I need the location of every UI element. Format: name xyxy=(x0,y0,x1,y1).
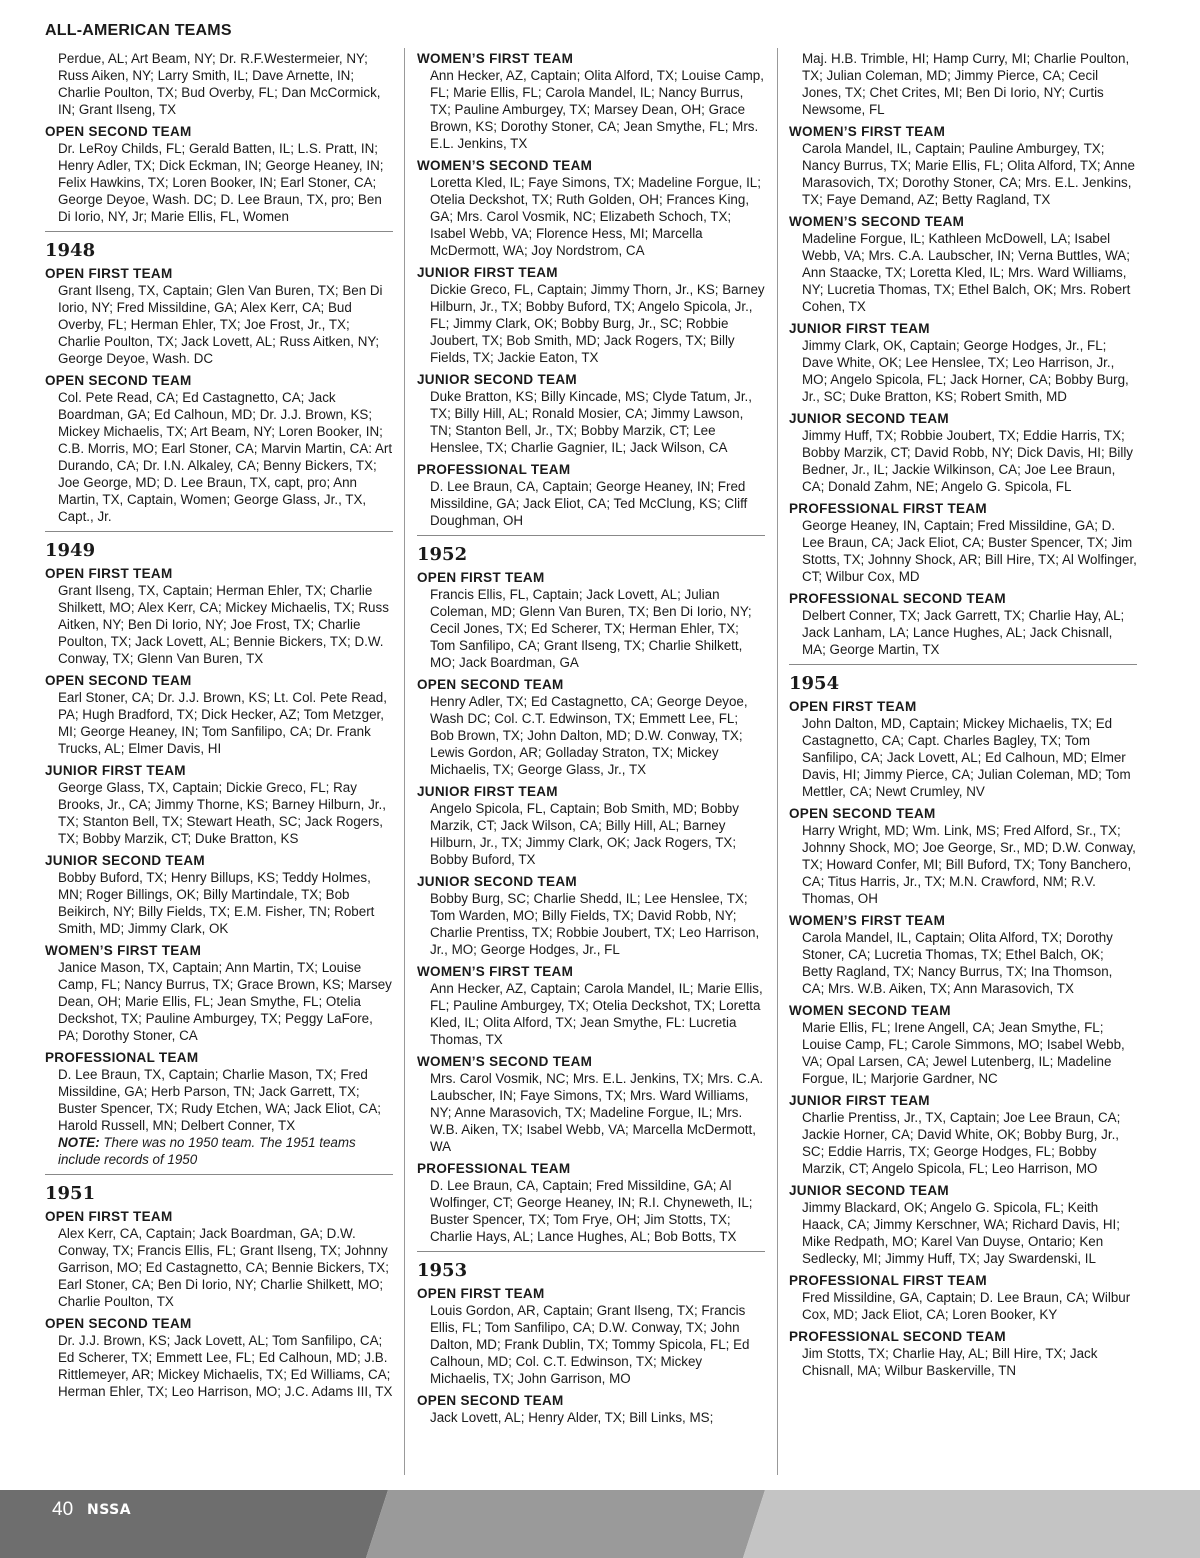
team-section xyxy=(45,672,393,757)
team-section xyxy=(789,1002,1137,1087)
note xyxy=(45,1134,393,1168)
team-heading: OPEN SECOND TEAM xyxy=(417,677,564,692)
footer-brand: NSSA xyxy=(87,1502,132,1518)
team-section xyxy=(417,1160,765,1245)
team-section xyxy=(789,1272,1137,1323)
team-roster: Henry Adler, TX; Ed Castagnetto, CA; George Deyoe, Wash DC; Col. C.T. Edwinson, TX; Emmett Lee, FL; Bob Brown, TX; John Dalton, MD; D.W. Conway, TX; Lewis Gordon, AR; Golladay Straton, TX; Mickey Michaelis, TX; George Glass, Jr., TX xyxy=(430,694,748,777)
note-label: NOTE: xyxy=(58,1135,100,1150)
team-roster: Harry Wright, MD; Wm. Link, MS; Fred Alford, Sr., TX; Johnny Shock, MO; Joe George, Sr., MD; D.W. Conway, TX; Howard Confer, MI; Bill Buford, TX; Tony Banchero, CA; Titus Harris, Jr., TX; M.N. Crawford, NM; R.V. Thomas, OH xyxy=(802,823,1136,906)
team-heading: WOMEN’S FIRST TEAM xyxy=(789,913,946,928)
page-number: 40 xyxy=(52,1499,74,1520)
team-section xyxy=(417,569,765,671)
team-roster: Carola Mandel, IL, Captain; Pauline Amburgey, TX; Nancy Burrus, TX; Marie Ellis, FL; Olita Alford, TX; Anne Marasovich, TX; Dorothy Stoner, CA; Mrs. E.L. Jenkins, TX; Faye Demand, AZ; Betty Ragland, TX xyxy=(802,141,1135,207)
team-heading: OPEN FIRST TEAM xyxy=(45,266,173,281)
team-heading: OPEN FIRST TEAM xyxy=(417,1286,545,1301)
team-heading: JUNIOR SECOND TEAM xyxy=(417,874,577,889)
team-roster: Louis Gordon, AR, Captain; Grant Ilseng, TX; Francis Ellis, FL; Tom Sanfilipo, CA; D.W. Conway, TX; John Dalton, MD; Frank Dublin, TX; Tommy Spicola, FL; Ed Calhoun, MD; Col. C.T. Edwinson, TX; Mickey Michaelis, TX; John Garrison, MO xyxy=(430,1303,750,1386)
team-roster: Fred Missildine, GA, Captain; D. Lee Braun, CA; Wilbur Cox, MD; Jack Eliot, CA; Loren Booker, KY xyxy=(802,1290,1131,1322)
column-3 xyxy=(789,50,1137,1384)
team-roster: Duke Bratton, KS; Billy Kincade, MS; Clyde Tatum, Jr., TX; Billy Hill, AL; Ronald Mosier, CA; Jimmy Lawson, TN; Stanton Bell, Jr., TX; Bobby Marzik, CT; Lee Henslee, TX; Charlie Gagnier, IL; Jack Wilson, CA xyxy=(430,389,753,455)
team-heading: WOMEN’S SECOND TEAM xyxy=(417,158,593,173)
team-roster: Grant Ilseng, TX, Captain; Herman Ehler, TX; Charlie Shilkett, MO; Alex Kerr, CA; Mickey Michaelis, TX; Russ Aitken, NY; Ben Di Iorio, NY; Joe Frost, TX; Charlie Poulton, TX; Jack Lovett, AL; Bennie Bickers, TX; D.W. Conway, TX; Glenn Van Buren, TX xyxy=(58,583,389,666)
team-roster: John Dalton, MD, Captain; Mickey Michaelis, TX; Ed Castagnetto, CA; Capt. Charles Bagley, TX; Tom Sanfilipo, CA; Jack Lovett, AL; Ed Calhoun, MD; Elmer Davis, HI; Jimmy Pierce, CA; Julian Coleman, MD; Tom Mettler, CA; Newt Crumley, NV xyxy=(802,716,1131,799)
team-heading: WOMEN’S SECOND TEAM xyxy=(417,1054,593,1069)
team-section xyxy=(789,912,1137,997)
team-section xyxy=(417,264,765,366)
team-heading: OPEN FIRST TEAM xyxy=(45,1209,173,1224)
team-section xyxy=(417,873,765,958)
team-roster: Carola Mandel, IL, Captain; Olita Alford, TX; Dorothy Stoner, CA; Lucretia Thomas, TX; Ethel Balch, OK; Betty Ragland, TX; Nancy Burrus, TX; Ina Thomson, CA; Mrs. W.B. Aiken, TX; Ann Marasovich, TX xyxy=(802,930,1113,996)
year-heading: 1948 xyxy=(45,231,393,261)
team-roster: Alex Kerr, CA, Captain; Jack Boardman, GA; D.W. Conway, TX; Francis Ellis, FL; Grant Ilseng, TX; Johnny Garrison, MO; Ed Castagnetto, CA; Bennie Bickers, TX; Earl Stoner, CA; Ben Di Iorio, NY; Charlie Shilkett, MO; Charlie Poulton, TX xyxy=(58,1226,389,1309)
team-roster: Jimmy Huff, TX; Robbie Joubert, TX; Eddie Harris, TX; Bobby Marzik, CT; David Robb, NY; Dick Davis, HI; Billy Bedner, Jr., IL; Jackie Wilkinson, CA; Joe Lee Braun, CA; Donald Zahm, NE; Angelo G. Spicola, FL xyxy=(802,428,1134,494)
team-roster: Madeline Forgue, IL; Kathleen McDowell, LA; Isabel Webb, VA; Mrs. C.A. Laubscher, IN; Verna Buttles, WA; Ann Staacke, TX; Loretta Kled, IL; Mrs. Ward Williams, NY; Lucretia Thomas, TX; Ethel Balch, OK; Mrs. Robert Cohen, TX xyxy=(802,231,1131,314)
team-section xyxy=(417,371,765,456)
team-heading: JUNIOR SECOND TEAM xyxy=(789,1183,949,1198)
team-heading: JUNIOR SECOND TEAM xyxy=(417,372,577,387)
team-section xyxy=(789,805,1137,907)
team-section xyxy=(789,1092,1137,1177)
team-heading: WOMEN’S FIRST TEAM xyxy=(45,943,202,958)
team-section xyxy=(789,1182,1137,1267)
team-section xyxy=(417,1053,765,1155)
team-roster: Col. Pete Read, CA; Ed Castagnetto, CA; Jack Boardman, GA; Ed Calhoun, MD; Dr. J.J. Brown, KS; Mickey Michaelis, TX; Art Beam, NY; Loren Booker, IN; C.B. Morris, MO; Earl Stoner, CA; Marvin Martin, CA: Art Durando, CA; Dr. I.N. Alkaley, CA; Benny Bickers, TX; Joe George, MD; D. Lee Braun, TX, capt, pro; Ann Martin, TX, Captain, Women; George Glass, Jr., TX, Capt., Jr. xyxy=(58,390,393,524)
team-heading: OPEN FIRST TEAM xyxy=(45,566,173,581)
team-roster: Dr. LeRoy Childs, FL; Gerald Batten, IL; L.S. Pratt, IN; Henry Adler, TX; Dick Eckman, IN; George Heaney, IN; Felix Hawkins, TX; Loren Booker, IN; Earl Stoner, CA; George Deyoe, Wash. DC; D. Lee Braun, TX, pro; Ben Di Iorio, NY, Jr; Marie Ellis, FL, Women xyxy=(58,141,384,224)
year-heading: 1952 xyxy=(417,535,765,565)
team-heading: PROFESSIONAL TEAM xyxy=(417,1161,571,1176)
page-title: ALL-AMERICAN TEAMS xyxy=(45,22,232,39)
team-heading: OPEN SECOND TEAM xyxy=(45,673,192,688)
team-section xyxy=(45,852,393,937)
column-2 xyxy=(417,50,765,1431)
team-section xyxy=(789,698,1137,800)
team-roster: George Heaney, IN, Captain; Fred Missildine, GA; D. Lee Braun, CA; Jack Eliot, CA; Buster Spencer, TX; Jim Stotts, TX; Johnny Shock, AR; Bill Hire, TX; Al Wolfinger, CT; Wilbur Cox, MD xyxy=(802,518,1137,584)
team-heading: OPEN FIRST TEAM xyxy=(417,570,545,585)
team-roster: Jim Stotts, TX; Charlie Hay, AL; Bill Hire, TX; Jack Chisnall, MA; Wilbur Baskerville, TN xyxy=(802,1346,1098,1378)
team-roster: Ann Hecker, AZ, Captain; Olita Alford, TX; Louise Camp, FL; Marie Ellis, FL; Carola Mandel, IL; Nancy Burrus, TX; Pauline Amburgey, TX; Marsey Dean, OH; Grace Brown, KS; Dorothy Stoner, CA; Jean Smythe, FL; Mrs. E.L. Jenkins, TX xyxy=(430,68,764,151)
team-section xyxy=(417,157,765,259)
team-roster: Mrs. Carol Vosmik, NC; Mrs. E.L. Jenkins, TX; Mrs. C.A. Laubscher, IN; Faye Simons, TX; Mrs. Ward Williams, NY; Anne Marasovich, TX; Madeline Forgue, IL; Mrs. W.B. Aiken, TX; Isabel Webb, VA; Marcella McDermott, WA xyxy=(430,1071,764,1154)
team-roster: Jack Lovett, AL; Henry Alder, TX; Bill Links, MS; xyxy=(430,1410,714,1425)
team-section xyxy=(45,762,393,847)
team-section xyxy=(45,1315,393,1400)
team-section xyxy=(45,942,393,1044)
team-roster: Loretta Kled, IL; Faye Simons, TX; Madeline Forgue, IL; Otelia Deckshot, TX; Ruth Golden, OH; Frances King, GA; Mrs. Carol Vosmik, NC; Elizabeth Schoch, TX; Isabel Webb, VA; Florence Hess, MI; Marcella McDermott, WA; Joy Nordstrom, CA xyxy=(430,175,761,258)
team-roster: Earl Stoner, CA; Dr. J.J. Brown, KS; Lt. Col. Pete Read, PA; Hugh Bradford, TX; Dick Hecker, AZ; Tom Metzger, MI; George Heaney, IN; Tom Sanfilipo, CA; Dr. Frank Trucks, AL; Elmer Davis, HI xyxy=(58,690,387,756)
team-heading: JUNIOR FIRST TEAM xyxy=(45,763,186,778)
team-roster: D. Lee Braun, TX, Captain; Charlie Mason, TX; Fred Missildine, GA; Herb Parson, TN; Jack Garrett, TX; Buster Spencer, TX; Rudy Etchen, WA; Jack Eliot, CA; Harold Russell, MN; Delbert Conner, TX xyxy=(58,1067,381,1133)
team-roster: Bobby Buford, TX; Henry Billups, KS; Teddy Holmes, MN; Roger Billings, OK; Billy Martindale, TX; Bob Beikirch, NY; Billy Fields, TX; E.M. Fisher, TN; Robert Smith, MD; Jimmy Clark, OK xyxy=(58,870,375,936)
team-heading: WOMEN’S FIRST TEAM xyxy=(789,124,946,139)
team-heading: OPEN SECOND TEAM xyxy=(789,806,936,821)
team-section xyxy=(45,372,393,525)
team-section xyxy=(789,590,1137,658)
team-roster: Francis Ellis, FL, Captain; Jack Lovett, AL; Julian Coleman, MD; Glenn Van Buren, TX; Ben Di Iorio, NY; Cecil Jones, TX; Ed Scherer, TX; Herman Ehler, TX; Tom Sanfilipo, CA; Grant Ilseng, TX; Charlie Shilkett, MO; Jack Boardman, GA xyxy=(430,587,752,670)
team-heading: PROFESSIONAL TEAM xyxy=(417,462,571,477)
column-divider xyxy=(404,48,405,1475)
team-section xyxy=(45,265,393,367)
team-heading: OPEN SECOND TEAM xyxy=(45,1316,192,1331)
team-roster: Jimmy Clark, OK, Captain; George Hodges, Jr., FL; Dave White, OK; Lee Henslee, TX; Leo Harrison, Jr., MO; Angelo Spicola, FL; Jack Horner, CA; Bobby Burg, Jr., SC; Duke Bratton, KS; Robert Smith, MD xyxy=(802,338,1129,404)
team-heading: WOMEN’S FIRST TEAM xyxy=(417,51,574,66)
team-section xyxy=(45,1208,393,1310)
team-heading: JUNIOR SECOND TEAM xyxy=(789,411,949,426)
team-section xyxy=(417,1392,765,1426)
team-roster: Grant Ilseng, TX, Captain; Glen Van Buren, TX; Ben Di Iorio, NY; Fred Missildine, GA; Alex Kerr, CA; Bud Overby, FL; Herman Ehler, TX; Joe Frost, Jr., TX; Charlie Poulton, TX; Jack Lovett, AL; Russ Aitken, NY; George Deyoe, Wash. DC xyxy=(58,283,383,366)
team-section xyxy=(417,50,765,152)
team-roster: George Glass, TX, Captain; Dickie Greco, FL; Ray Brooks, Jr., CA; Jimmy Thorne, KS; Barney Hilburn, Jr., TX; Stanton Bell, TX; Stewart Heath, SC; Jack Rogers, TX; Bobby Marzik, CT; Duke Bratton, KS xyxy=(58,780,386,846)
team-section xyxy=(789,213,1137,315)
team-roster: Perdue, AL; Art Beam, NY; Dr. R.F.Westermeier, NY; Russ Aiken, NY; Larry Smith, IL; Dave Arnette, IN; Charlie Poulton, TX; Bud Overby, FL; Dan McCormick, IN; Grant Ilseng, TX xyxy=(58,51,381,117)
year-heading: 1954 xyxy=(789,664,1137,694)
team-heading: PROFESSIONAL TEAM xyxy=(45,1050,199,1065)
team-heading: PROFESSIONAL FIRST TEAM xyxy=(789,501,987,516)
team-section xyxy=(789,500,1137,585)
team-roster: Janice Mason, TX, Captain; Ann Martin, TX; Louise Camp, FL; Nancy Burrus, TX; Grace Brown, KS; Marsey Dean, OH; Marie Ellis, FL; Jean Smythe, FL; Otelia Deckshot, TX; Pauline Amburgey, TX; Peggy LaFore, PA; Dorothy Stoner, CA xyxy=(58,960,392,1043)
team-roster: Jimmy Blackard, OK; Angelo G. Spicola, FL; Keith Haack, CA; Jimmy Kerschner, WA; Richard Davis, HI; Mike Redpath, MO; Karel Van Duyse, Ontario; Ken Sedlecky, MI; Jimmy Huff, TX; Jay Swardenski, IL xyxy=(802,1200,1120,1266)
team-section xyxy=(417,1285,765,1387)
team-heading: OPEN FIRST TEAM xyxy=(789,699,917,714)
team-heading: WOMEN SECOND TEAM xyxy=(789,1003,951,1018)
team-heading: JUNIOR FIRST TEAM xyxy=(417,784,558,799)
column-divider xyxy=(777,48,778,1475)
team-section xyxy=(417,963,765,1048)
footer-band xyxy=(0,1490,1200,1558)
team-roster: Marie Ellis, FL; Irene Angell, CA; Jean Smythe, FL; Louise Camp, FL; Carole Simmons, MO; Isabel Webb, VA; Opal Larsen, CA; Jewel Lutenberg, IL; Madeline Forgue, IL; Marjorie Gardner, NC xyxy=(802,1020,1125,1086)
team-section xyxy=(45,1049,393,1168)
team-heading: PROFESSIONAL SECOND TEAM xyxy=(789,1329,1006,1344)
team-roster: Delbert Conner, TX; Jack Garrett, TX; Charlie Hay, AL; Jack Lanham, LA; Lance Hughes, AL; Jack Chisnall, MA; George Martin, TX xyxy=(802,608,1125,657)
page-footer xyxy=(0,1490,1200,1558)
team-roster: Ann Hecker, AZ, Captain; Carola Mandel, IL; Marie Ellis, FL; Pauline Amburgey, TX; Otelia Deckshot, TX; Loretta Kled, IL; Olita Alford, TX; Jean Smythe, FL: Lucretia Thomas, TX xyxy=(430,981,763,1047)
team-heading: PROFESSIONAL FIRST TEAM xyxy=(789,1273,987,1288)
team-section xyxy=(45,50,393,118)
team-roster: Charlie Prentiss, Jr., TX, Captain; Joe Lee Braun, CA; Jackie Horner, CA; David White, OK; Bobby Burg, Jr., SC; Eddie Harris, TX; George Hodges, FL; Bobby Marzik, CT; Angelo Spicola, FL; Leo Harrison, MO xyxy=(802,1110,1121,1176)
team-section xyxy=(789,1328,1137,1379)
year-heading: 1949 xyxy=(45,531,393,561)
team-section xyxy=(417,461,765,529)
team-roster: Angelo Spicola, FL, Captain; Bob Smith, MD; Bobby Marzik, CT; Jack Wilson, CA; Billy Hill, AL; Barney Hilburn, Jr., TX; Jimmy Clark, OK; Jack Rogers, TX; Bobby Buford, TX xyxy=(430,801,739,867)
team-heading: WOMEN’S SECOND TEAM xyxy=(789,214,965,229)
note-text: There was no 1950 team. The 1951 teams include records of 1950 xyxy=(58,1135,356,1167)
team-heading: OPEN SECOND TEAM xyxy=(45,373,192,388)
team-heading: JUNIOR FIRST TEAM xyxy=(789,321,930,336)
team-section xyxy=(417,676,765,778)
team-heading: OPEN SECOND TEAM xyxy=(45,124,192,139)
team-roster: Dickie Greco, FL, Captain; Jimmy Thorn, Jr., KS; Barney Hilburn, Jr., TX; Bobby Buford, TX; Angelo Spicola, Jr., FL; Jimmy Clark, OK; Bobby Burg, Jr., SC; Robbie Joubert, TX; Bob Smith, MD; Jack Rogers, TX; Billy Fields, TX; Jackie Eaton, TX xyxy=(430,282,765,365)
year-heading: 1951 xyxy=(45,1174,393,1204)
team-section xyxy=(789,50,1137,118)
column-1 xyxy=(45,50,393,1405)
team-section xyxy=(45,123,393,225)
team-roster: Maj. H.B. Trimble, HI; Hamp Curry, MI; Charlie Poulton, TX; Julian Coleman, MD; Jimmy Pierce, CA; Cecil Jones, TX; Chet Crites, MI; Ben Di Iorio, NY; Curtis Newsome, FL xyxy=(802,51,1130,117)
team-section xyxy=(417,783,765,868)
team-heading: WOMEN’S FIRST TEAM xyxy=(417,964,574,979)
team-section xyxy=(45,565,393,667)
team-heading: JUNIOR SECOND TEAM xyxy=(45,853,205,868)
team-heading: JUNIOR FIRST TEAM xyxy=(417,265,558,280)
team-section xyxy=(789,410,1137,495)
team-roster: D. Lee Braun, CA, Captain; George Heaney, IN; Fred Missildine, GA; Jack Eliot, CA; Ted McClung, KS; Cliff Doughman, OH xyxy=(430,479,748,528)
team-heading: OPEN SECOND TEAM xyxy=(417,1393,564,1408)
team-heading: JUNIOR FIRST TEAM xyxy=(789,1093,930,1108)
team-section xyxy=(789,123,1137,208)
team-section xyxy=(789,320,1137,405)
team-roster: Bobby Burg, SC; Charlie Shedd, IL; Lee Henslee, TX; Tom Warden, MO; Billy Fields, TX; David Robb, NY; Charlie Prentiss, TX; Robbie Joubert, TX; Leo Harrison, Jr., MO; George Hodges, Jr., FL xyxy=(430,891,760,957)
team-roster: D. Lee Braun, CA, Captain; Fred Missildine, GA; Al Wolfinger, CT; George Heaney, IN; R.I. Chyneweth, IL; Buster Spencer, TX; Tom Frye, OH; Jim Stotts, TX; Charlie Hays, AL; Lance Hughes, AL; Bob Botts, TX xyxy=(430,1178,753,1244)
team-heading: PROFESSIONAL SECOND TEAM xyxy=(789,591,1006,606)
team-roster: Dr. J.J. Brown, KS; Jack Lovett, AL; Tom Sanfilipo, CA; Ed Scherer, TX; Emmett Lee, FL; Ed Calhoun, MD; J.B. Rittlemeyer, AR; Mickey Michaelis, TX; Ed Williams, CA; Herman Ehler, TX; Leo Harrison, MO; J.C. Adams III, TX xyxy=(58,1333,393,1399)
year-heading: 1953 xyxy=(417,1251,765,1281)
